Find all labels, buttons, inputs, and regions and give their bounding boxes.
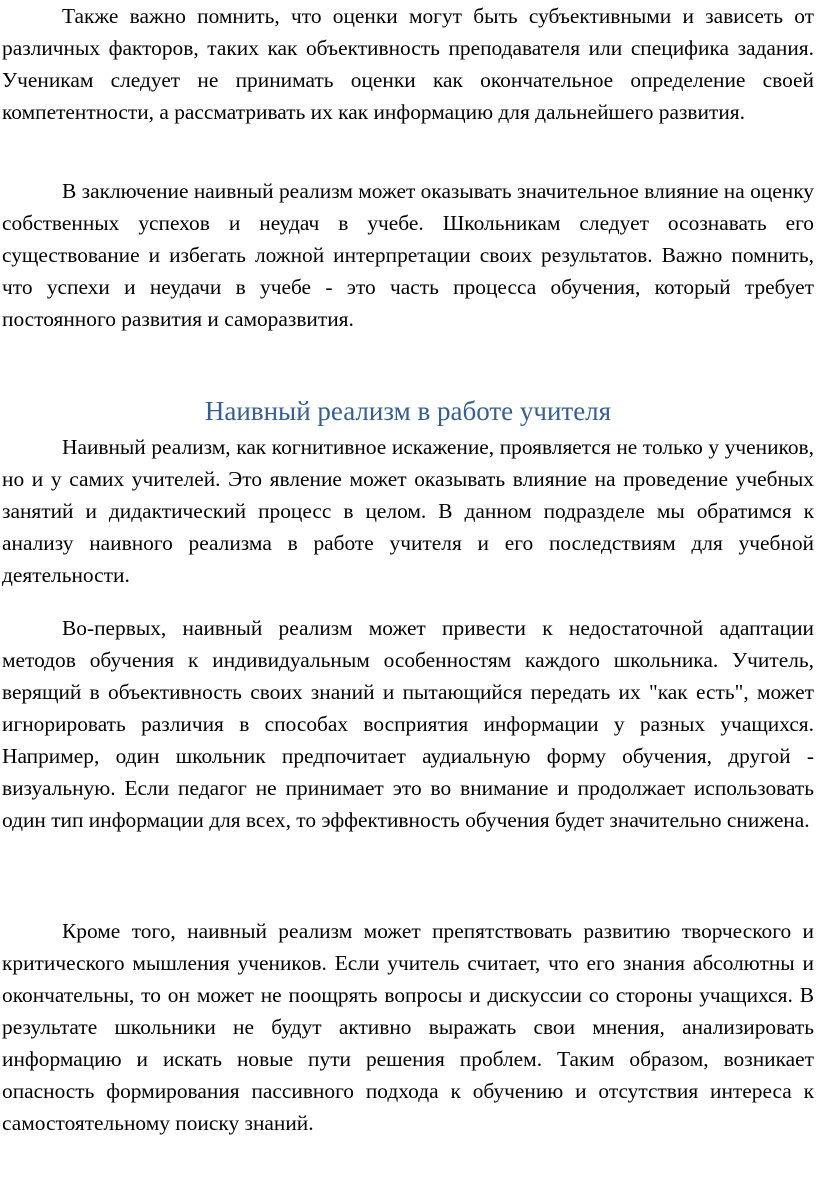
section-heading: Наивный реализм в работе учителя — [204, 396, 612, 426]
paragraph-methods-adaptation: Во-первых, наивный реализм может привести к недостаточной адаптации методов обучения к индивидуальным особенностям каждого школьника. Учитель, верящий в объективность своих знаний и пытающийся передать их "как есть", может игнорировать различия в способах восприятия информации у разных учащихся. Например, один школьник предпочитает аудиальную форму обучения, другой - визуальную. Если педагог не принимает это во внимание и продолжает использовать один тип информации для всех, то эффективность обучения будет значительно снижена. — [2, 616, 814, 832]
paragraph-teacher-intro: Наивный реализм, как когнитивное искажение, проявляется не только у учеников, но и у самих учителей. Это явление может оказывать влияние на проведение учебных занятий и дидактический процесс в целом. В данном подразделе мы обратимся к анализу наивного реализма в работе учителя и его последствиям для учебной деятельности. — [2, 435, 814, 587]
paragraph-conclusion: В заключение наивный реализм может оказывать значительное влияние на оценку собственных успехов и неудач в учебе. Школьникам следует осознавать его существование и избегать ложной интерпретации своих результатов. Важно помнить, что успехи и неудачи в учебе - это часть процесса обучения, который требует постоянного развития и саморазвития. — [2, 179, 814, 331]
paragraph-critical-thinking: Кроме того, наивный реализм может препятствовать развитию творческого и критического мышления учеников. Если учитель считает, что его знания абсолютны и окончательны, то он может не поощрять вопросы и дискуссии со стороны учащихся. В результате школьники не будут активно выражать свои мнения, анализировать информацию и искать новые пути решения проблем. Таким образом, возникает опасность формирования пассивного подхода к обучению и отсутствия интереса к самостоятельному поиску знаний. — [2, 919, 814, 1135]
paragraph-grades-subjectivity: Также важно помнить, что оценки могут быть субъективными и зависеть от различных факторов, таких как объективность преподавателя или специфика задания. Ученикам следует не принимать оценки как окончательное определение своей компетентности, а рассматривать их как информацию для дальнейшего развития. — [2, 4, 814, 124]
